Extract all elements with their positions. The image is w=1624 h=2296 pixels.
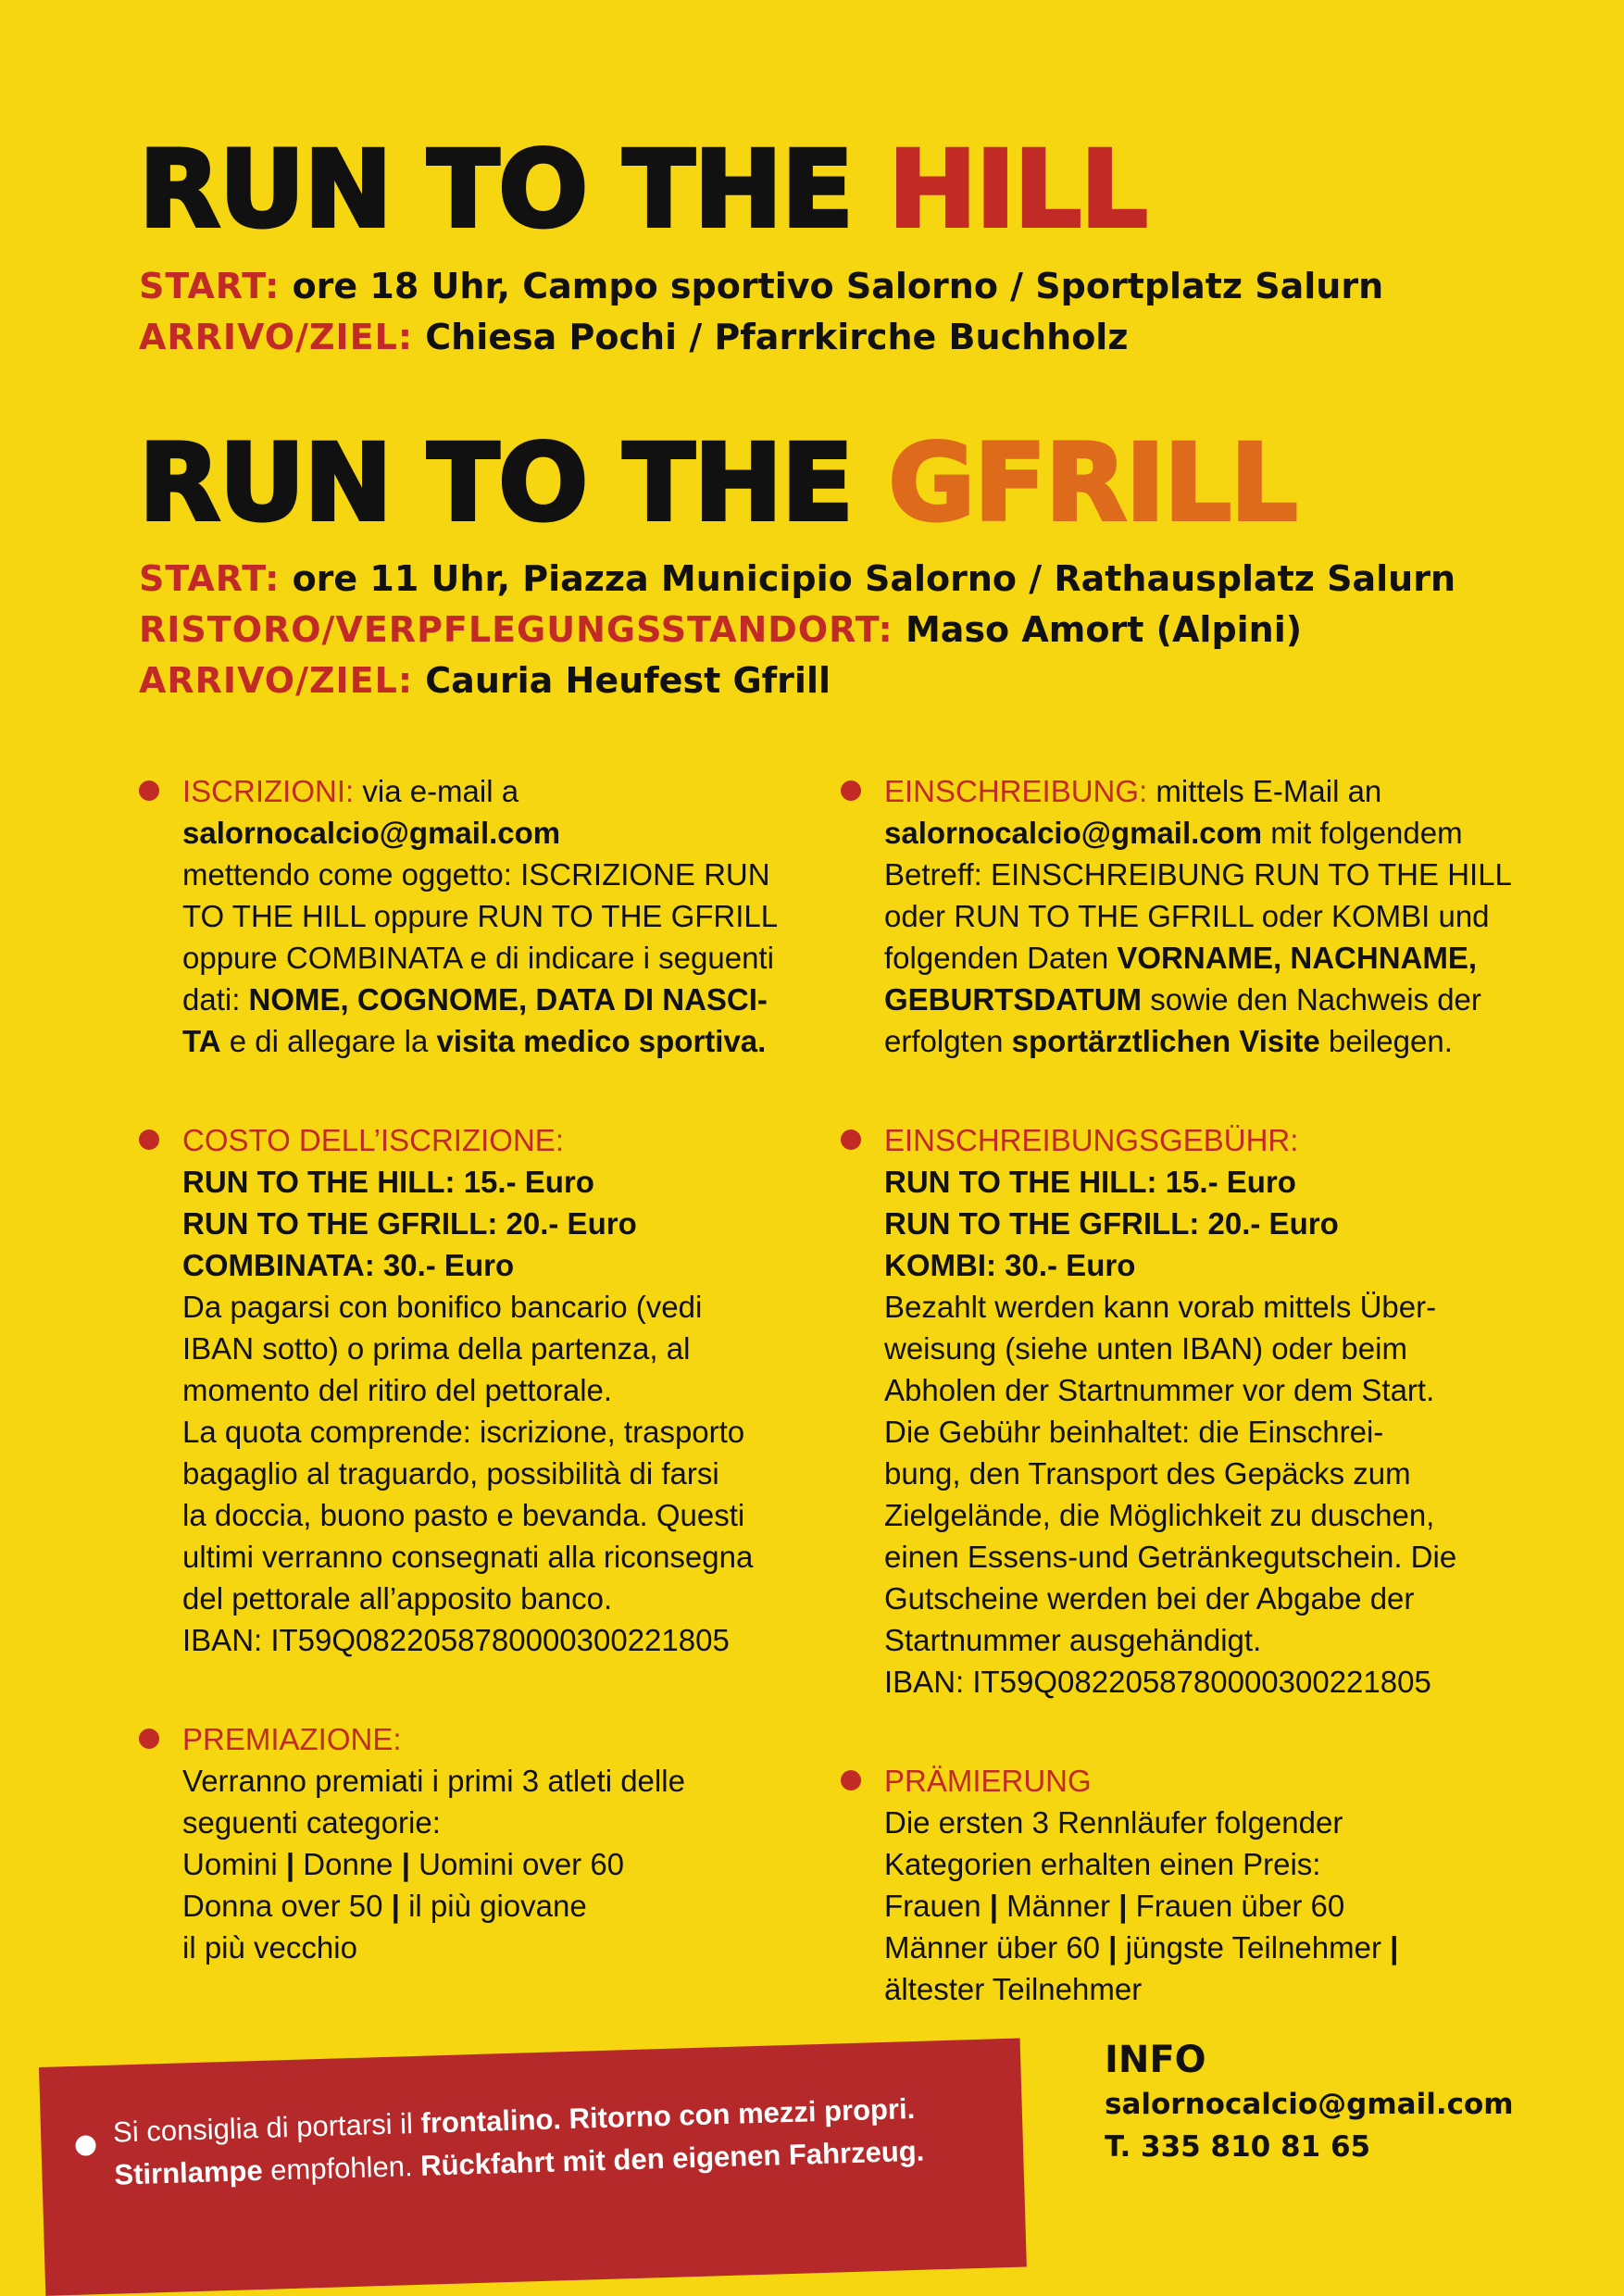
price-combined: KOMBI: 30.- Euro [884,1248,1136,1282]
iscrizioni-text: TO THE HILL oppure RUN TO THE GFRILL [182,899,779,933]
gebuehr-text: Die Gebühr beinhaltet: die Einschrei- [884,1415,1384,1449]
bullet-icon [841,780,861,801]
price-gfrill: RUN TO THE GFRILL: 20.- Euro [182,1206,637,1241]
costo-section [139,1119,754,1661]
einschreibung-required-fields: GEBURTSDATUM [884,982,1143,1017]
race2-refreshment-label: RISTORO/VERPFLEGUNGSSTANDORT: [139,609,893,650]
iscrizioni-text: e di allegare la [220,1024,437,1058]
einschreibung-text: folgenden Daten [884,941,1118,975]
costo-text: la doccia, buono pasto e bevanda. Questi [182,1498,745,1532]
category: Uomini [182,1847,278,1881]
race1-start-value: ore 18 Uhr, Campo sportivo Salorno / Sportplatz Salurn [292,266,1384,306]
gebuehr-text: Abholen der Startnummer vor dem Start. [884,1373,1435,1407]
einschreibung-text: oder RUN TO THE GFRILL oder KOMBI und [884,899,1490,933]
costo-text: del pettorale all’apposito banco. [182,1581,613,1616]
race2-refreshment-value: Maso Amort (Alpini) [905,609,1303,650]
info-heading: INFO [1105,2039,1206,2081]
category: jüngste Teilnehmer [1125,1930,1381,1965]
notice-text-de-bold: Stirnlampe [113,2153,264,2191]
price-hill: RUN TO THE HILL: 15.- Euro [182,1165,594,1199]
iscrizioni-text: oppure COMBINATA e di indicare i seguenti [182,941,774,975]
iban-text: IBAN: IT59Q0822058780000300221805 [182,1623,730,1657]
costo-text: IBAN sotto) o prima della partenza, al [182,1331,691,1366]
costo-text: bagaglio al traguardo, possibilità di farsi [182,1456,719,1491]
race2-finish-value: Cauria Heufest Gfrill [425,660,831,701]
costo-text: La quota comprende: iscrizione, trasporto [182,1415,745,1449]
bullet-icon [841,1770,861,1791]
gebuehr-text: weisung (siehe unten IBAN) oder beim [884,1331,1407,1366]
race2-start-label: START: [139,558,281,599]
separator: | [1108,1930,1118,1965]
einschreibung-text: erfolgten [884,1024,1012,1058]
iscrizioni-email[interactable]: salornocalcio@gmail.com [182,816,561,850]
iscrizioni-text: dati: [182,982,249,1017]
costo-text: Da pagarsi con bonifico bancario (vedi [182,1290,703,1324]
iscrizioni-medical-note: visita medico sportiva. [436,1024,767,1058]
price-combined: COMBINATA: 30.- Euro [182,1248,515,1282]
premiazione-section [139,1718,750,1968]
einschreibung-text: sowie den Nachweis der [1142,982,1481,1017]
costo-text: momento del ritiro del pettorale. [182,1373,613,1407]
category: Donna over 50 [182,1889,383,1923]
race2-title-prefix: RUN TO THE [139,421,889,544]
gebuehr-text: Startnummer ausgehändigt. [884,1623,1262,1657]
category: Donne [303,1847,394,1881]
bullet-icon [139,780,159,801]
iscrizioni-required-fields: NOME, COGNOME, DATA DI NASCI- [248,982,768,1017]
gebuehr-text: einen Essens-und Getränkegutschein. Die [884,1540,1457,1574]
iscrizioni-required-fields: TA [182,1024,221,1058]
einschreibung-text: Betreff: EINSCHREIBUNG RUN TO THE HILL [884,857,1512,892]
category: Männer [1006,1889,1111,1923]
race1-title [139,128,1147,251]
category: Frauen über 60 [1135,1889,1345,1923]
einschreibung-heading: EINSCHREIBUNG: [884,774,1148,808]
einschreibung-text: mittels E-Mail an [1156,774,1382,808]
german-column [841,770,1512,2067]
category: Männer über 60 [884,1930,1100,1965]
separator: | [401,1847,410,1881]
gebuehr-text: Gutscheine werden bei der Abgabe der [884,1581,1415,1616]
einschreibung-section [841,770,1512,1062]
iscrizioni-section [139,770,779,1062]
category: ältester Teilnehmer [884,1972,1143,2006]
race2-refreshment-line [139,605,1455,655]
category: il più giovane [408,1889,587,1923]
einschreibung-text: beilegen. [1319,1024,1453,1058]
category: Frauen [884,1889,981,1923]
bullet-icon [139,1728,159,1749]
race2-details [139,554,1455,706]
gebuehr-section [841,1119,1457,1703]
notice-text-it: Si consiglia di portarsi il [112,2106,422,2149]
iscrizioni-heading: ISCRIZIONI: [182,774,355,808]
race1-details [139,261,1383,363]
costo-heading: COSTO DELL’ISCRIZIONE: [182,1123,564,1157]
praemierung-text: Die ersten 3 Rennläufer folgender [884,1805,1343,1840]
notice-text-it-bold: frontalino. Ritorno con mezzi propri. [419,2091,916,2140]
separator: | [391,1889,400,1923]
praemierung-heading: PRÄMIERUNG [884,1764,1092,1798]
race1-start-line [139,261,1383,312]
einschreibung-required-fields: VORNAME, NACHNAME, [1117,941,1478,975]
notice-text [112,2088,924,2197]
einschreibung-text: mit folgendem [1262,816,1463,850]
price-hill: RUN TO THE HILL: 15.- Euro [884,1165,1296,1199]
notice-text-de-bold: Rückfahrt mit den eigenen Fahrzeug. [419,2134,925,2182]
race2-finish-line [139,655,1455,706]
race1-start-label: START: [139,266,281,306]
race1-title-accent: HILL [888,128,1147,251]
gebuehr-heading: EINSCHREIBUNGSGEBÜHR: [884,1123,1299,1157]
separator: | [989,1889,998,1923]
iscrizioni-text: mettendo come oggetto: ISCRIZIONE RUN [182,857,770,892]
premiazione-text: Verranno premiati i primi 3 atleti delle [182,1764,685,1798]
price-gfrill: RUN TO THE GFRILL: 20.- Euro [884,1206,1339,1241]
praemierung-text: Kategorien erhalten einen Preis: [884,1847,1321,1881]
notice-text-de: empfohlen. [262,2149,421,2187]
premiazione-text: seguenti categorie: [182,1805,441,1840]
headlamp-notice-banner [39,2039,1027,2296]
race2-start-line [139,554,1455,605]
premiazione-heading: PREMIAZIONE: [182,1722,402,1756]
race2-finish-label: ARRIVO/ZIEL: [139,660,414,701]
race1-finish-line [139,312,1383,363]
bullet-icon [841,1129,861,1150]
race1-finish-value: Chiesa Pochi / Pfarrkirche Buchholz [425,317,1129,357]
race1-title-prefix: RUN TO THE [139,128,889,251]
info-email[interactable]: salornocalcio@gmail.com [1105,2088,1514,2121]
separator: | [285,1847,295,1881]
race1-finish-label: ARRIVO/ZIEL: [139,317,414,357]
category: il più vecchio [182,1930,357,1965]
costo-text: ultimi verranno consegnati alla riconsegna [182,1540,754,1574]
race2-start-value: ore 11 Uhr, Piazza Municipio Salorno / Rathausplatz Salurn [292,558,1456,599]
info-phone[interactable]: T. 335 810 81 65 [1105,2130,1371,2164]
italian-column [139,770,779,2026]
iban-text: IBAN: IT59Q0822058780000300221805 [884,1665,1431,1699]
gebuehr-text: Zielgelände, die Möglichkeit zu duschen, [884,1498,1435,1532]
bullet-icon [75,2135,96,2156]
gebuehr-text: bung, den Transport des Gepäcks zum [884,1456,1411,1491]
race2-title-accent: GFRILL [888,421,1297,544]
praemierung-section [841,1760,1452,2010]
race2-title [139,421,1297,544]
info-block [1105,2037,1514,2168]
gebuehr-text: Bezahlt werden kann vorab mittels Über- [884,1290,1437,1324]
einschreibung-medical-note: sportärztlichen Visite [1011,1024,1320,1058]
bullet-icon [139,1129,159,1150]
separator: | [1390,1930,1399,1965]
separator: | [1118,1889,1128,1923]
iscrizioni-text: via e-mail a [362,774,519,808]
category: Uomini over 60 [418,1847,625,1881]
einschreibung-email[interactable]: salornocalcio@gmail.com [884,816,1263,850]
